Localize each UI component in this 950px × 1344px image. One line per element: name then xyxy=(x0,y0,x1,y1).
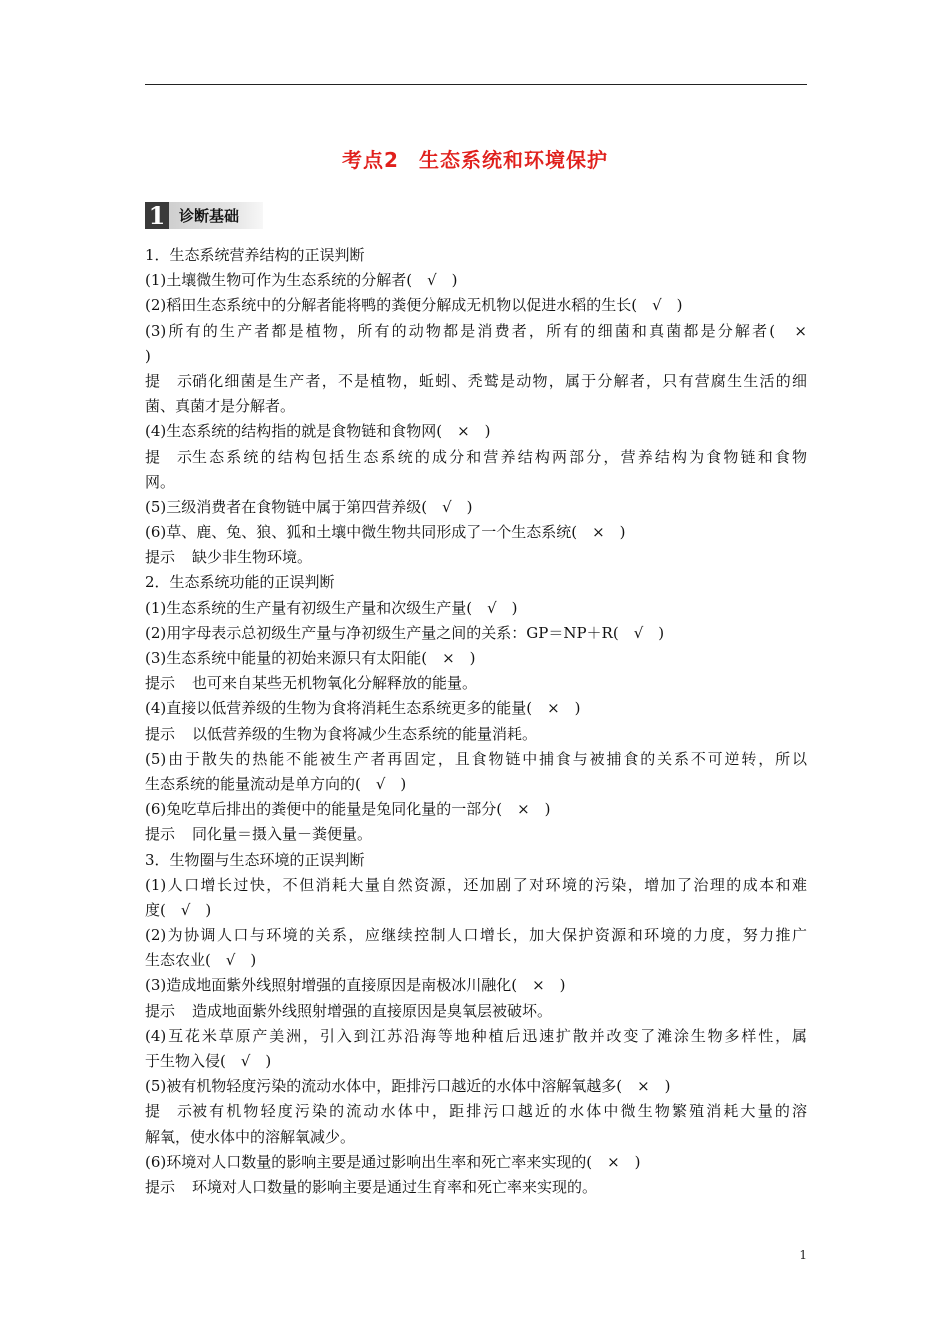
text-line xyxy=(145,772,807,797)
text-line xyxy=(145,293,807,318)
hint-line xyxy=(145,445,807,470)
text-line xyxy=(145,646,807,671)
text-line xyxy=(145,973,807,998)
text-line xyxy=(145,621,807,646)
text-line xyxy=(145,570,807,595)
section-heading xyxy=(145,202,263,229)
line-text: 网。 xyxy=(145,472,176,491)
hint-label: 提示 xyxy=(145,1177,176,1196)
line-text: (1)土壤微生物可作为生态系统的分解者( √ ) xyxy=(145,271,458,290)
page-number: 1 xyxy=(799,1248,807,1262)
line-text: 环境对人口数量的影响主要是通过生育率和死亡率来实现的。 xyxy=(192,1177,598,1196)
line-text: 2．生态系统功能的正误判断 xyxy=(145,573,335,592)
text-line xyxy=(145,1150,807,1175)
title-topic-name: 生态系统和环境保护 xyxy=(418,148,608,172)
line-text: 硝化细菌是生产者，不是植物，蚯蚓、秃鹫是动物，属于分解者，只有营腐生生活的细 xyxy=(192,371,807,390)
line-text: (2)为协调人口与环境的关系，应继续控制人口增长，加大保护资源和环境的力度，努力推广 xyxy=(145,926,807,945)
text-line xyxy=(145,495,807,520)
hint-line xyxy=(145,671,807,696)
line-text: 以低营养级的生物为食将减少生态系统的能量消耗。 xyxy=(192,724,538,743)
hint-line xyxy=(145,822,807,847)
line-text: (6)环境对人口数量的影响主要是通过影响出生率和死亡率来实现的( × ) xyxy=(145,1152,641,1171)
line-text: (5)三级消费者在食物链中属于第四营养级( √ ) xyxy=(145,497,473,516)
line-text: (4)直接以低营养级的生物为食将消耗生态系统更多的能量( × ) xyxy=(145,699,581,718)
text-line xyxy=(145,898,807,923)
hint-label: 提示 xyxy=(145,371,192,390)
line-text: (1)生态系统的生产量有初级生产量和次级生产量( √ ) xyxy=(145,598,518,617)
text-line xyxy=(145,419,807,444)
line-text: ) xyxy=(145,346,151,365)
text-line xyxy=(145,923,807,948)
title-topic-number: 考点2 xyxy=(342,148,399,172)
text-line xyxy=(145,1125,807,1150)
line-text: 同化量＝摄入量－粪便量。 xyxy=(192,825,373,844)
hint-label: 提示 xyxy=(145,447,192,466)
hint-line xyxy=(145,1175,807,1200)
line-text: 生态农业( √ ) xyxy=(145,951,257,970)
line-text: (3)所有的生产者都是植物，所有的动物都是消费者，所有的细菌和真菌都是分解者( × xyxy=(145,321,807,340)
text-line xyxy=(145,948,807,973)
text-line xyxy=(145,797,807,822)
question-list xyxy=(145,243,807,1200)
line-text: (5)由于散失的热能不能被生产者再固定，且食物链中捕食与被捕食的关系不可逆转，所以 xyxy=(145,749,807,768)
line-text: 解氧，使水体中的溶解氧减少。 xyxy=(145,1127,356,1146)
line-text: (4)互花米草原产美洲，引入到江苏沿海等地种植后迅速扩散并改变了滩涂生物多样性，属 xyxy=(145,1026,807,1045)
hint-label: 提示 xyxy=(145,825,176,844)
line-text: (2)用字母表示总初级生产量与净初级生产量之间的关系：GP＝NP＋R( √ ) xyxy=(145,623,665,642)
line-text: (5)被有机物轻度污染的流动水体中，距排污口越近的水体中溶解氧越多( × ) xyxy=(145,1077,671,1096)
line-text: 1．生态系统营养结构的正误判断 xyxy=(145,246,365,264)
text-line xyxy=(145,1049,807,1074)
hint-line xyxy=(145,999,807,1024)
hint-line xyxy=(145,722,807,747)
text-line xyxy=(145,520,807,545)
section-label: 诊断基础 xyxy=(169,202,263,229)
text-line xyxy=(145,319,807,344)
hint-line xyxy=(145,1099,807,1124)
line-text: 缺少非生物环境。 xyxy=(192,548,313,567)
line-text: 生态系统的结构包括生态系统的成分和营养结构两部分，营养结构为食物链和食物 xyxy=(192,447,807,466)
line-text: 生态系统的能量流动是单方向的( √ ) xyxy=(145,774,407,793)
hint-line xyxy=(145,369,807,394)
text-line xyxy=(145,696,807,721)
line-text: 造成地面紫外线照射增强的直接原因是臭氧层被破坏。 xyxy=(192,1001,553,1020)
text-line xyxy=(145,394,807,419)
line-text: (1)人口增长过快，不但消耗大量自然资源，还加剧了对环境的污染，增加了治理的成本和难 xyxy=(145,875,807,894)
page-title xyxy=(0,144,950,173)
text-line xyxy=(145,1074,807,1099)
line-text: 被有机物轻度污染的流动水体中，距排污口越近的水体中微生物繁殖消耗大量的溶 xyxy=(192,1102,807,1121)
hint-label: 提示 xyxy=(145,674,176,693)
hint-label: 提示 xyxy=(145,1001,176,1020)
text-line xyxy=(145,848,807,873)
text-line xyxy=(145,243,807,268)
text-line xyxy=(145,344,807,369)
hint-line xyxy=(145,545,807,570)
line-text: (3)生态系统中能量的初始来源只有太阳能( × ) xyxy=(145,649,476,667)
text-line xyxy=(145,747,807,772)
hint-label: 提示 xyxy=(145,724,176,743)
text-line xyxy=(145,1024,807,1049)
line-text: 3．生物圈与生态环境的正误判断 xyxy=(145,850,365,869)
header-rule xyxy=(145,84,807,85)
hint-label: 提示 xyxy=(145,548,176,567)
line-text: (6)草、鹿、兔、狼、狐和土壤中微生物共同形成了一个生态系统( × ) xyxy=(145,523,626,542)
line-text: 菌、真菌才是分解者。 xyxy=(145,397,296,416)
hint-label: 提示 xyxy=(145,1102,192,1121)
section-number-badge: 1 xyxy=(145,202,169,229)
text-line xyxy=(145,470,807,495)
line-text: (3)造成地面紫外线照射增强的直接原因是南极冰川融化( × ) xyxy=(145,976,566,995)
line-text: 也可来自某些无机物氧化分解释放的能量。 xyxy=(192,674,478,693)
line-text: (6)兔吃草后排出的粪便中的能量是兔同化量的一部分( × ) xyxy=(145,800,551,819)
line-text: 度( √ ) xyxy=(145,900,212,919)
text-line xyxy=(145,596,807,621)
text-line xyxy=(145,268,807,293)
line-text: (2)稻田生态系统中的分解者能将鸭的粪便分解成无机物以促进水稻的生长( √ ) xyxy=(145,296,683,315)
text-line xyxy=(145,873,807,898)
line-text: 于生物入侵( √ ) xyxy=(145,1052,272,1070)
line-text: (4)生态系统的结构指的就是食物链和食物网( × ) xyxy=(145,422,491,441)
